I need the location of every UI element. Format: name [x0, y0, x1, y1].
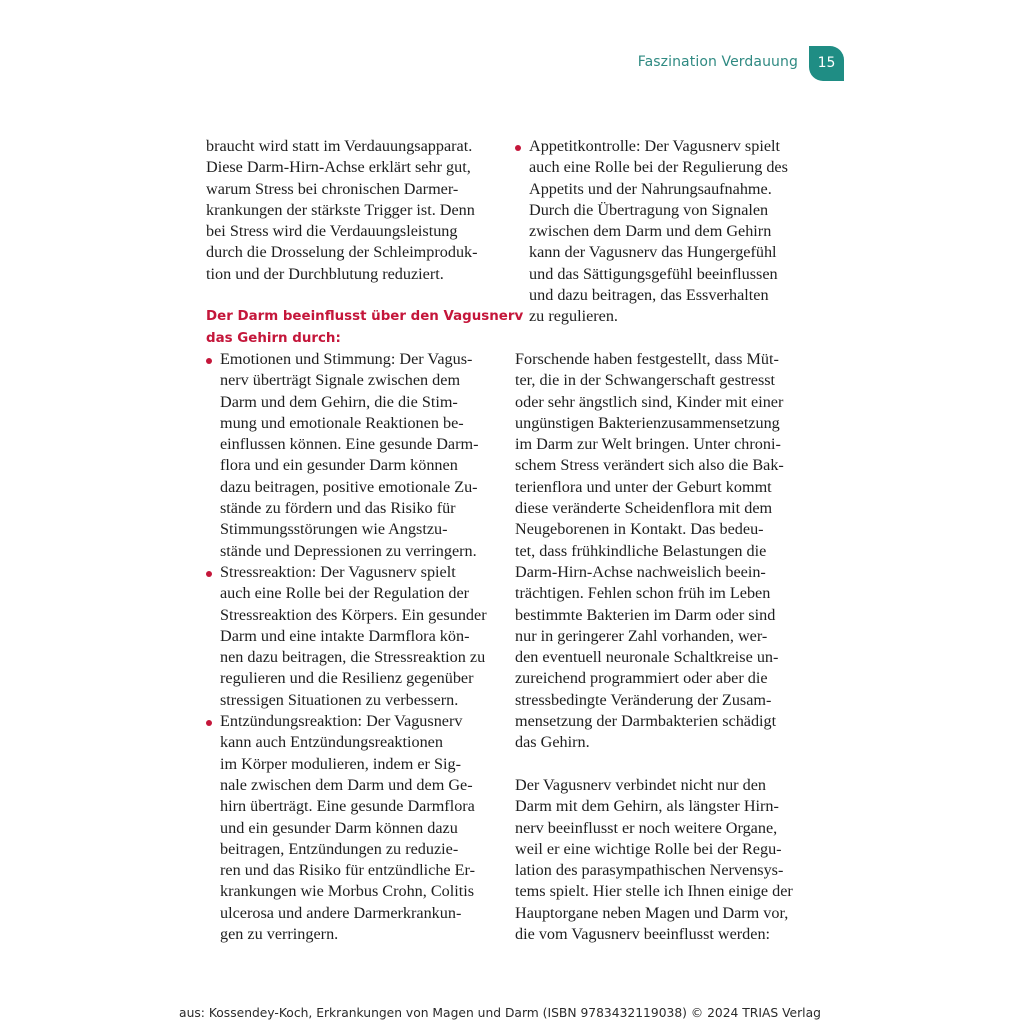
- text-line: lation des parasympathischen Nervensys-: [515, 861, 784, 880]
- text-line: ulcerosa und andere Darmerkrankun-: [220, 903, 462, 922]
- text-line: zureichend programmiert oder aber die: [515, 669, 768, 688]
- text-line: nale zwischen dem Darm und dem Ge-: [220, 775, 473, 794]
- text-line: auch eine Rolle bei der Regulierung des: [529, 158, 788, 177]
- text-line: dazu beitragen, positive emotionale Zu-: [220, 477, 478, 496]
- text-line: nerv beeinflusst er noch weitere Organe,: [515, 818, 778, 837]
- text-line: krankungen der stärkste Trigger ist. Denn: [206, 200, 475, 219]
- text-line: Emotionen und Stimmung: Der Vagus-: [220, 349, 473, 368]
- text-line: bei Stress wird die Verdauungsleistung: [206, 222, 458, 241]
- bullet-dot-icon: [206, 358, 212, 364]
- text-line: ungünstigen Bakterienzusammensetzung: [515, 413, 780, 432]
- text-line: kann der Vagusnerv das Hungergefühl: [529, 243, 777, 262]
- text-line: Darm und eine intakte Darmflora kön-: [220, 626, 470, 645]
- text-line: und das Sättigungsgefühl beeinflussen: [529, 264, 778, 283]
- intro-paragraph: [206, 136, 491, 285]
- text-line: im Körper modulieren, indem er Sig-: [220, 754, 461, 773]
- heading-line: Der Darm beeinflusst über den Vagusnerv: [206, 309, 524, 325]
- text-line: regulieren und die Resilienz gegenüber: [220, 669, 474, 688]
- text-line: das Gehirn.: [515, 733, 590, 752]
- text-line: Darm-Hirn-Achse nachweislich beein-: [515, 562, 766, 581]
- text-line: tems spielt. Hier stelle ich Ihnen einige der: [515, 882, 793, 901]
- text-line: Appetits und der Nahrungsaufnahme.: [529, 179, 772, 198]
- research-paragraph: [515, 349, 799, 754]
- text-line: mung und emotionale Reaktionen be-: [220, 413, 464, 432]
- text-line: gen zu verringern.: [220, 924, 339, 943]
- text-line: die vom Vagusnerv beeinflusst werden:: [515, 924, 771, 943]
- text-line: Forschende haben festgestellt, dass Müt-: [515, 349, 779, 368]
- text-line: Durch die Übertragung von Signalen: [529, 200, 769, 219]
- footer-citation: [0, 1006, 1024, 1020]
- text-line: Stressreaktion: Der Vagusnerv spielt: [220, 562, 456, 581]
- heading-line: das Gehirn durch:: [206, 330, 341, 346]
- text-line: Diese Darm-Hirn-Achse erklärt sehr gut,: [206, 158, 471, 177]
- text-line: Der Vagusnerv verbindet nicht nur den: [515, 775, 766, 794]
- text-line: Appetitkontrolle: Der Vagusnerv spielt: [529, 137, 781, 155]
- text-line: Stimmungsstörungen wie Angstzu-: [220, 520, 448, 539]
- bullet-item-stress: [206, 562, 491, 711]
- text-line: stressigen Situationen zu verbessern.: [220, 690, 459, 709]
- text-line: und ein gesunder Darm können dazu: [220, 818, 458, 837]
- text-line: ter, die in der Schwangerschaft gestresst: [515, 371, 776, 390]
- right-column: [515, 136, 799, 945]
- text-line: krankungen wie Morbus Crohn, Colitis: [220, 882, 475, 901]
- text-line: tet, dass frühkindliche Belastungen die: [515, 541, 767, 560]
- text-line: bestimmte Bakterien im Darm oder sind: [515, 605, 776, 624]
- text-line: Hauptorgane neben Magen und Darm vor,: [515, 903, 789, 922]
- text-line: braucht wird statt im Verdauungsapparat.: [206, 137, 473, 155]
- bullet-dot-icon: [515, 145, 521, 151]
- text-line: hirn überträgt. Eine gesunde Darmflora: [220, 797, 475, 816]
- text-line: zwischen dem Darm und dem Gehirn: [529, 222, 772, 241]
- text-line: terienflora und unter der Geburt kommt: [515, 477, 772, 496]
- section-heading: [206, 306, 524, 349]
- text-line: Darm mit dem Gehirn, als längster Hirn-: [515, 797, 779, 816]
- vagus-paragraph: [515, 775, 799, 945]
- text-line: warum Stress bei chronischen Darmer-: [206, 179, 459, 198]
- text-line: nerv überträgt Signale zwischen dem: [220, 371, 461, 390]
- bullet-item-emotions: [206, 349, 491, 562]
- text-line: im Darm zur Welt bringen. Unter chroni-: [515, 435, 781, 454]
- running-header: Faszination Verdauung: [637, 54, 798, 70]
- text-line: stressbedingte Veränderung der Zusam-: [515, 690, 772, 709]
- text-line: Entzündungsreaktion: Der Vagusnerv: [220, 712, 463, 731]
- text-line: den eventuell neuronale Schaltkreise un-: [515, 648, 779, 667]
- text-line: auch eine Rolle bei der Regulation der: [220, 584, 470, 603]
- text-line: trächtigen. Fehlen schon früh im Leben: [515, 584, 771, 603]
- bullet-dot-icon: [206, 720, 212, 726]
- text-line: weil er eine wichtige Rolle bei der Regu-: [515, 839, 782, 858]
- text-line: schem Stress verändert sich also die Bak-: [515, 456, 784, 475]
- text-line: beitragen, Entzündungen zu reduzie-: [220, 839, 459, 858]
- text-line: oder sehr ängstlich sind, Kinder mit einer: [515, 392, 784, 411]
- citation-text: aus: Kossendey-Koch, Erkrankungen von Magen und Darm (ISBN 9783432119038) © 2024 TRIAS Verlag: [179, 1006, 821, 1020]
- text-line: zu regulieren.: [529, 307, 618, 326]
- text-line: nur in geringerer Zahl vorhanden, wer-: [515, 626, 768, 645]
- text-line: mensetzung der Darmbakterien schädigt: [515, 712, 777, 731]
- left-column: [206, 136, 524, 945]
- text-line: einflussen können. Eine gesunde Darm-: [220, 435, 479, 454]
- text-line: ren und das Risiko für entzündliche Er-: [220, 861, 476, 880]
- text-line: durch die Drosselung der Schleimproduk-: [206, 243, 478, 262]
- text-line: und dazu beitragen, das Essverhalten: [529, 286, 769, 305]
- text-line: Neugeborenen in Kontakt. Das bedeu-: [515, 520, 764, 539]
- text-line: diese veränderte Scheidenflora mit dem: [515, 499, 773, 518]
- page-number-badge: 15: [809, 46, 844, 81]
- bullet-item-inflammation: [206, 711, 491, 945]
- text-line: stände zu fördern und das Risiko für: [220, 499, 456, 518]
- bullet-item-appetite: [515, 136, 799, 328]
- text-line: stände und Depressionen zu verringern.: [220, 541, 477, 560]
- bullet-dot-icon: [206, 571, 212, 577]
- text-line: Stressreaktion des Körpers. Ein gesunder: [220, 605, 487, 624]
- text-line: nen dazu beitragen, die Stressreaktion zu: [220, 648, 486, 667]
- text-line: kann auch Entzündungsreaktionen: [220, 733, 443, 752]
- text-line: Darm und dem Gehirn, die die Stim-: [220, 392, 458, 411]
- text-line: tion und der Durchblutung reduziert.: [206, 264, 444, 283]
- text-line: flora und ein gesunder Darm können: [220, 456, 458, 475]
